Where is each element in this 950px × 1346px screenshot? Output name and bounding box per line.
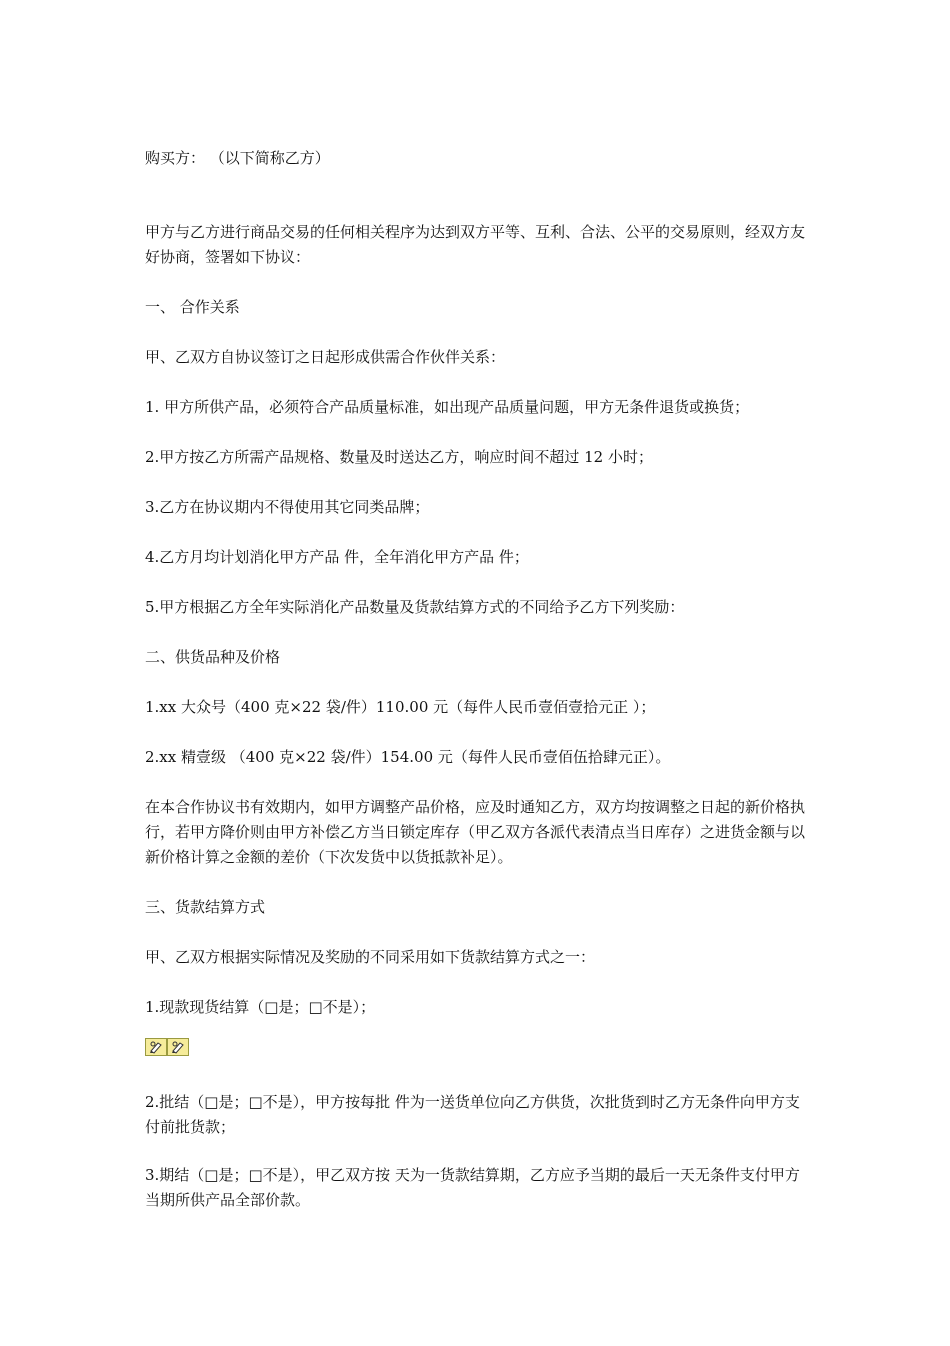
- buyer-line: 购买方： （以下简称乙方）: [145, 149, 330, 167]
- section3-item-2: 2.批结（□是；□不是），甲方按每批 件为一送货单位向乙方供货，次批货到时乙方无条件向甲方支付前批货款；: [145, 1093, 800, 1136]
- section1-item-1: 1. 甲方所供产品，必须符合产品质量标准，如出现产品质量问题，甲方无条件退货或换货；: [145, 398, 750, 416]
- section1-item-4: 4.乙方月均计划消化甲方产品 件，全年消化甲方产品 件；: [145, 548, 529, 566]
- embedded-icons: [145, 1038, 193, 1058]
- section2-note: 在本合作协议书有效期内，如甲方调整产品价格，应及时通知乙方，双方均按调整之日起的新价格执行，若甲方降价则由甲方补偿乙方当日锁定库存（甲乙双方各派代表清点当日库存）之进货金额与以新价格计算之金额的差价（下次发货中以货抵款补足）。: [145, 798, 806, 866]
- intro-paragraph: 甲方与乙方进行商品交易的任何相关程序为达到双方平等、互利、合法、公平的交易原则，经双方友好协商，签署如下协议：: [145, 223, 806, 266]
- section1-item-5: 5.甲方根据乙方全年实际消化产品数量及货款结算方式的不同给予乙方下列奖励：: [145, 598, 685, 616]
- section2-heading: 二、供货品种及价格: [145, 648, 281, 666]
- section2-item-2: 2.xx 精壹级 （400 克×22 袋/件）154.00 元（每件人民币壹佰伍拾肆元正）。: [145, 748, 671, 766]
- pencil-icon: [145, 1038, 167, 1056]
- section1-heading: 一、 合作关系: [145, 298, 240, 316]
- section3-item-3: 3.期结（□是；□不是），甲乙双方按 天为一货款结算期，乙方应予当期的最后一天无条件支付甲方当期所供产品全部价款。: [145, 1166, 800, 1209]
- section1-item-3: 3.乙方在协议期内不得使用其它同类品牌；: [145, 498, 430, 516]
- section2-item-1: 1.xx 大众号（400 克×22 袋/件）110.00 元（每件人民币壹佰壹拾元正 ）；: [145, 698, 656, 716]
- section3-lead: 甲、乙双方根据实际情况及奖励的不同采用如下货款结算方式之一：: [145, 948, 596, 966]
- section3-item-1: 1.现款现货结算（□是；□不是）；: [145, 998, 376, 1016]
- section1-lead: 甲、乙双方自协议签订之日起形成供需合作伙伴关系：: [145, 348, 506, 366]
- section3-heading: 三、货款结算方式: [145, 898, 266, 916]
- section1-item-2: 2.甲方按乙方所需产品规格、数量及时送达乙方，响应时间不超过 12 小时；: [145, 448, 653, 466]
- pencil-icon: [167, 1038, 189, 1056]
